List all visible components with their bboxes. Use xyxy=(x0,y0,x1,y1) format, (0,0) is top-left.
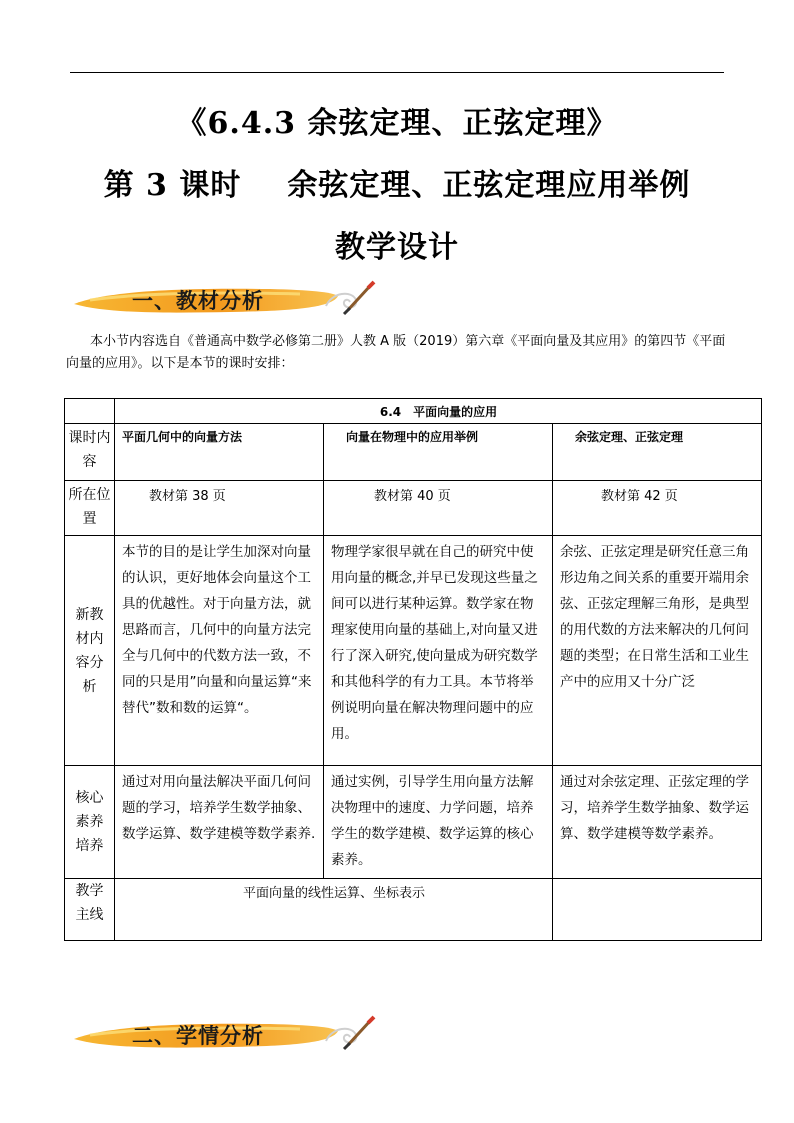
document-title: 《6.4.3 余弦定理、正弦定理》 xyxy=(176,106,618,141)
position-cell: 教材第 42 页 xyxy=(553,481,762,536)
table-row xyxy=(65,536,762,766)
literacy-cell: 通过对用向量法解决平面几何问题的学习，培养学生数学抽象、数学运算、数学建模等数学素养. xyxy=(115,766,324,879)
intro-paragraph: 本小节内容选自《普通高中数学必修第二册》人教 A 版（2019）第六章《平面向量及其应用》的第四节《平面向量的应用》。以下是本节的课时安排： xyxy=(66,334,726,371)
content-cell: 余弦定理、正弦定理 xyxy=(553,424,762,481)
row-label-content: 课时内容 xyxy=(65,424,115,481)
row-label-analysis: 新教材内容分析 xyxy=(65,536,115,766)
section-label-textbook: 一、教材分析 xyxy=(132,289,264,313)
row-label-position: 所在位置 xyxy=(65,481,115,536)
table-corner-cell xyxy=(65,399,115,424)
lesson-number: 第 3 课时 xyxy=(103,168,242,203)
row-label-literacy: 核心素养培养 xyxy=(65,766,115,879)
table-row xyxy=(65,424,762,481)
lesson-plan-table xyxy=(64,398,762,941)
content-cell: 平面几何中的向量方法 xyxy=(115,424,324,481)
section-banner-textbook xyxy=(70,280,370,320)
brush-swirl-icon xyxy=(318,280,378,320)
top-rule xyxy=(70,72,724,73)
design-heading: 教学设计 xyxy=(335,230,459,265)
section-banner-learners xyxy=(70,1015,370,1055)
analysis-cell: 本节的目的是让学生加深对向量的认识，更好地体会向量这个工具的优越性。对于向量方法，就思路而言，几何中的向量方法完全与几何中的代数方法一致，不同的只是用”向量和向量运算“来替代”数和数的运算“。 xyxy=(115,536,324,766)
section-label-learners: 二、学情分析 xyxy=(132,1024,264,1048)
analysis-cell: 物理学家很早就在自己的研究中使用向量的概念,并早已发现这些量之间可以进行某种运算。数学家在物理家使用向量的基础上,对向量又进行了深入研究,使向量成为研究数学和其他科学的有力工具。本节将举例说明向量在解决物理问题中的应用。 xyxy=(324,536,553,766)
literacy-cell: 通过实例，引导学生用向量方法解决物理中的速度、力学问题，培养学生的数学建模、数学运算的核心素养。 xyxy=(324,766,553,879)
chapter-header-cell: 6.4 平面向量的应用 xyxy=(115,399,762,424)
lesson-subtitle xyxy=(0,160,794,204)
table-row xyxy=(65,481,762,536)
brush-swirl-icon xyxy=(318,1015,378,1055)
content-cell: 向量在物理中的应用举例 xyxy=(324,424,553,481)
row-label-mainline: 教学主线 xyxy=(65,879,115,941)
mainline-cell: 平面向量的线性运算、坐标表示 xyxy=(115,879,553,941)
literacy-cell: 通过对余弦定理、正弦定理的学习，培养学生数学抽象、数学运算、数学建模等数学素养。 xyxy=(553,766,762,879)
table-row xyxy=(65,399,762,424)
mainline-empty-cell xyxy=(553,879,762,941)
table-row xyxy=(65,766,762,879)
lesson-topic: 余弦定理、正弦定理应用举例 xyxy=(287,168,691,203)
table-row xyxy=(65,879,762,941)
position-cell: 教材第 40 页 xyxy=(324,481,553,536)
position-cell: 教材第 38 页 xyxy=(115,481,324,536)
analysis-cell: 余弦、正弦定理是研究任意三角形边角之间关系的重要开端用余弦、正弦定理解三角形，是典型的用代数的方法来解决的几何问题的类型；在日常生活和工业生产中的应用又十分广泛 xyxy=(553,536,762,766)
